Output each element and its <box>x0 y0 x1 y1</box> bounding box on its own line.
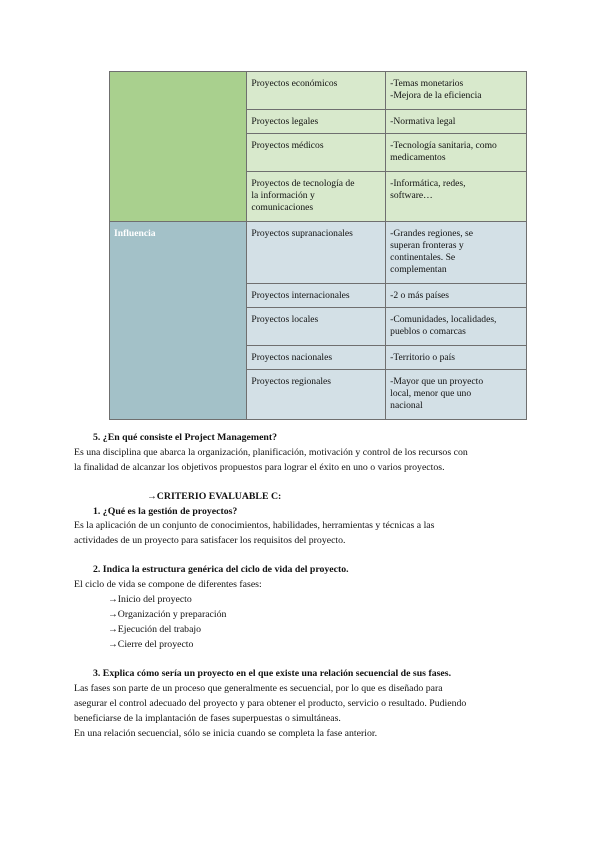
project-type-cell <box>247 222 386 284</box>
description-line: -Grandes regiones, se <box>390 228 474 239</box>
project-type-cell <box>247 72 386 110</box>
q5-heading: 5. ¿En qué consiste el Project Management? <box>93 432 278 443</box>
category-cell-influencia <box>110 222 247 420</box>
description-line: nacional <box>390 400 423 411</box>
project-type-line: Proyectos de tecnología de <box>251 178 355 189</box>
q5-text-line: la finalidad de alcanzar los objetivos propuestos para lograr el éxito en uno o varios proyectos. <box>74 462 445 473</box>
description-line: -Informática, redes, <box>390 178 466 189</box>
lifecycle-phase-item: →Inicio del proyecto <box>108 594 192 605</box>
description-cell <box>386 222 527 284</box>
q3-heading: 3. Explica cómo sería un proyecto en el que existe una relación secuencial de sus fases. <box>93 668 452 679</box>
description-cell <box>386 72 527 110</box>
q3-text-line: En una relación secuencial, sólo se inicia cuando se completa la fase anterior. <box>74 728 378 739</box>
project-type-line: la información y <box>251 190 315 201</box>
project-type-label: Proyectos médicos <box>251 140 324 151</box>
project-type-label: Proyectos económicos <box>251 78 338 89</box>
description-line: -2 o más países <box>390 290 450 301</box>
description-line: pueblos o comarcas <box>390 326 466 337</box>
lifecycle-phase-item: →Organización y preparación <box>108 609 227 620</box>
project-type-label: Proyectos supranacionales <box>251 228 353 239</box>
table-row <box>110 72 527 110</box>
project-type-cell <box>247 370 386 420</box>
project-type-label: Proyectos locales <box>251 314 319 325</box>
table-row <box>110 222 527 284</box>
description-cell <box>386 172 527 222</box>
q1-heading: 1. ¿Qué es la gestión de proyectos? <box>93 506 238 517</box>
project-types-table <box>109 71 527 420</box>
description-line: local, menor que uno <box>390 388 472 399</box>
lifecycle-phase-item: →Ejecución del trabajo <box>108 624 202 635</box>
description-cell <box>386 284 527 308</box>
description-cell <box>386 308 527 346</box>
project-type-label: Proyectos regionales <box>251 376 332 387</box>
description-line: superan fronteras y <box>390 240 464 251</box>
q1-text-line: Es la aplicación de un conjunto de conocimientos, habilidades, herramientas y técnicas a las <box>74 520 435 531</box>
description-line: -Territorio o país <box>390 352 456 363</box>
project-type-cell <box>247 110 386 134</box>
description-line: software… <box>390 190 433 201</box>
q2-intro: El ciclo de vida se compone de diferentes fases: <box>74 579 262 590</box>
description-cell <box>386 346 527 370</box>
description-line: complementan <box>390 264 447 275</box>
criterio-heading: →CRITERIO EVALUABLE C: <box>147 491 282 502</box>
description-line: -Mayor que un proyecto <box>390 376 484 387</box>
description-line: -Temas monetarios <box>390 78 464 89</box>
q3-text-line: beneficiarse de la implantación de fases superpuestas o simultáneas. <box>74 713 341 724</box>
project-type-label: Proyectos legales <box>251 116 319 127</box>
project-type-line: comunicaciones <box>251 202 314 213</box>
category-cell-green <box>110 72 247 222</box>
lifecycle-phase-item: →Cierre del proyecto <box>108 639 194 650</box>
description-line: -Comunidades, localidades, <box>390 314 497 325</box>
project-type-cell <box>247 308 386 346</box>
project-type-label: Proyectos internacionales <box>251 290 350 301</box>
description-cell <box>386 370 527 420</box>
project-type-cell <box>247 346 386 370</box>
description-line: continentales. Se <box>390 252 456 263</box>
q2-heading: 2. Indica la estructura genérica del ciclo de vida del proyecto. <box>93 564 349 575</box>
q3-text-line: asegurar el control adecuado del proyecto y para obtener el producto, servicio o resultado. Pudiendo <box>74 698 467 709</box>
q3-text-line: Las fases son parte de un proceso que generalmente es secuencial, por lo que es diseñado para <box>74 683 443 694</box>
description-cell <box>386 110 527 134</box>
category-label: Influencia <box>114 228 156 239</box>
project-type-label: Proyectos nacionales <box>251 352 333 363</box>
description-cell <box>386 134 527 172</box>
description-line: -Tecnología sanitaria, como <box>390 140 497 151</box>
q5-text-line: Es una disciplina que abarca la organización, planificación, motivación y control de los recursos con <box>74 447 468 458</box>
description-line: -Normativa legal <box>390 116 456 127</box>
project-type-cell <box>247 172 386 222</box>
project-type-cell <box>247 284 386 308</box>
description-line: -Mejora de la eficiencia <box>390 90 482 101</box>
q1-text-line: actividades de un proyecto para satisfacer los requisitos del proyecto. <box>74 535 346 546</box>
project-type-cell <box>247 134 386 172</box>
description-line: medicamentos <box>390 152 446 163</box>
